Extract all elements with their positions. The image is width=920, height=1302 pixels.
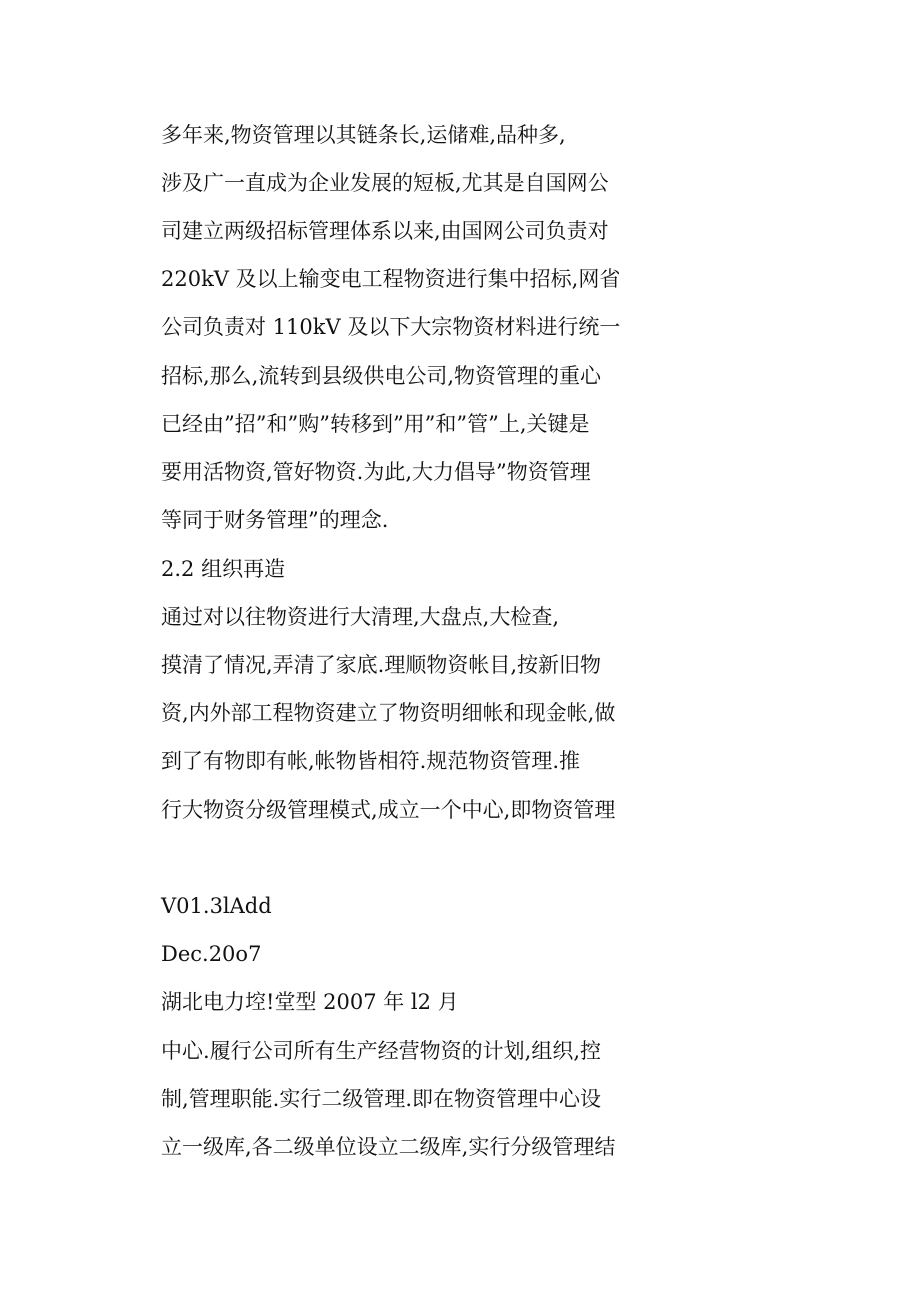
text-line: 220kV 及以上输变电工程物资进行集中招标,网省 — [161, 267, 621, 291]
text-line: 行大物资分级管理模式,成立一个中心,即物资管理 — [161, 798, 616, 822]
text-line: 立一级库,各二级单位设立二级库,实行分级管理结 — [161, 1135, 616, 1159]
text-line: 要用活物资,管好物资.为此,大力倡导”物资管理 — [161, 460, 591, 484]
text-line: 司建立两级招标管理体系以来,由国网公司负责对 — [161, 219, 609, 243]
text-line: 涉及广一直成为企业发展的短板,尤其是自国网公 — [161, 171, 609, 195]
journal-date: Dec.20o7 — [161, 942, 262, 966]
text-line: 通过对以往物资进行大清理,大盘点,大检查, — [161, 605, 560, 629]
text-line: 招标,那么,流转到县级供电公司,物资管理的重心 — [161, 364, 602, 388]
text-line: 中心.履行公司所有生产经营物资的计划,组织,控 — [161, 1039, 602, 1063]
text-line: 已经由”招”和”购”转移到”用”和”管”上,关键是 — [161, 412, 590, 436]
journal-volume: V01.3lAdd — [161, 894, 272, 918]
text-line: 等同于财务管理”的理念. — [161, 508, 389, 532]
text-line: 资,内外部工程物资建立了物资明细帐和现金帐,做 — [161, 701, 616, 725]
section-heading: 2.2 组织再造 — [161, 557, 286, 581]
text-line: 制,管理职能.实行二级管理.即在物资管理中心设 — [161, 1087, 602, 1111]
text-line: 到了有物即有帐,帐物皆相符.规范物资管理.推 — [161, 749, 581, 773]
text-line: 多年来,物资管理以其链条长,运储难,品种多, — [161, 123, 566, 147]
journal-name-line: 湖北电力埪!堂型 2007 年 l2 月 — [161, 990, 459, 1014]
text-line: 摸清了情况,弄清了家底.理顺物资帐目,按新旧物 — [161, 653, 602, 677]
text-line: 公司负责对 110kV 及以下大宗物资材料进行统一 — [161, 315, 621, 339]
